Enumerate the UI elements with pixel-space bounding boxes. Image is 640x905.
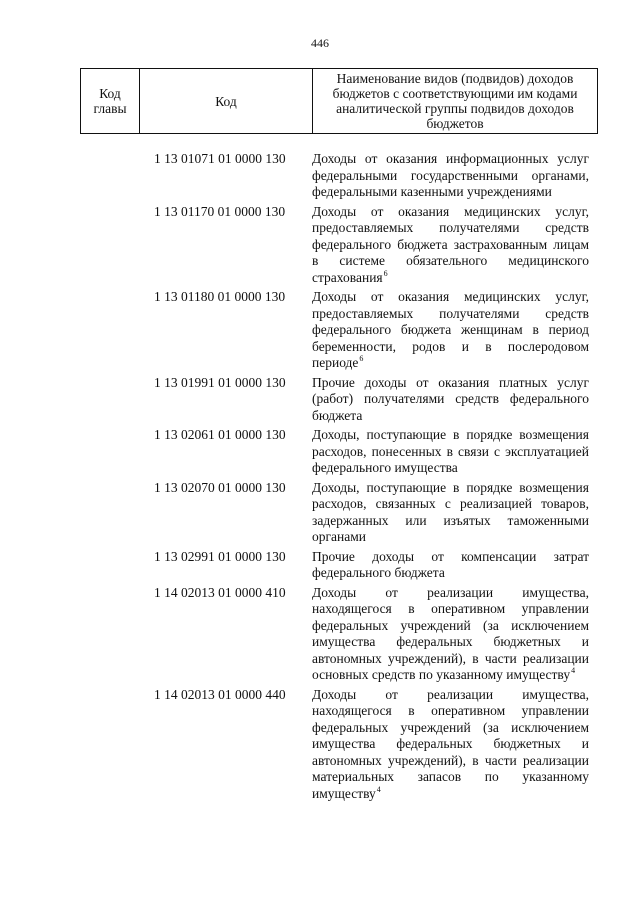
income-description — [312, 151, 589, 201]
income-description — [312, 549, 589, 582]
income-description-text: Доходы от оказания информационных услуг федеральными государственными органами, федеральными казенными учреждениями — [312, 151, 589, 199]
income-description — [312, 375, 589, 425]
income-description-text: Доходы, поступающие в порядке возмещения расходов, понесенных в связи с эксплуатацией федерального имущества — [312, 427, 589, 475]
income-code: 1 13 02061 01 0000 130 — [154, 427, 286, 442]
income-description-text: Доходы от оказания медицинских услуг, предоставляемых получателями средств федерального бюджета женщинам в период беременности, родов и в послеродовом периоде — [312, 289, 589, 370]
table-header — [80, 68, 598, 134]
income-code: 1 14 02013 01 0000 410 — [154, 584, 286, 600]
table-row — [0, 204, 640, 287]
header-chapter-code: Код главы — [81, 69, 140, 134]
income-description — [312, 427, 589, 477]
table-row — [0, 480, 640, 546]
income-code: 1 13 01071 01 0000 130 — [154, 151, 286, 166]
income-description-text: Доходы от реализации имущества, находящегося в оперативном управлении федеральных учреждений (за исключением имущества федеральных бюджетных и автономных учреждений), в части реализации материальных запасов по указанному имуществу — [312, 686, 589, 801]
income-code: 1 13 01991 01 0000 130 — [154, 374, 286, 390]
income-description — [312, 204, 589, 287]
income-description-text: Доходы от реализации имущества, находящегося в оперативном управлении федеральных учреждений (за исключением имущества федеральных бюджетных и автономных учреждений), в части реализации основных средств по указанному имуществу — [312, 584, 589, 682]
footnote-ref: 6 — [383, 268, 388, 278]
income-description-text: Доходы, поступающие в порядке возмещения расходов, связанных с реализацией товаров, задержанных или изъятых таможенными органами — [312, 479, 589, 544]
income-code: 1 13 01180 01 0000 130 — [154, 289, 286, 304]
table-row — [0, 585, 640, 684]
footnote-ref: 4 — [376, 784, 381, 794]
income-description — [312, 585, 589, 684]
income-description — [312, 480, 589, 546]
income-description-text: Доходы от оказания медицинских услуг, предоставляемых получателями средств федерального бюджета застрахованным лицам в системе обязательного медицинского страхования — [312, 203, 589, 285]
table-row — [0, 151, 640, 201]
table-row — [0, 549, 640, 582]
income-code: 1 13 01170 01 0000 130 — [154, 203, 286, 219]
income-rows — [0, 151, 640, 805]
income-description — [312, 289, 589, 372]
page-number: 446 — [311, 36, 329, 50]
income-code: 1 14 02013 01 0000 440 — [154, 686, 286, 702]
income-code: 1 13 02070 01 0000 130 — [154, 479, 286, 495]
table-row — [0, 289, 640, 372]
header-income-name: Наименование видов (подвидов) доходов бюджетов с соответствующими им кодами аналитической группы подвидов доходов бюджетов — [313, 69, 598, 134]
income-code: 1 13 02991 01 0000 130 — [154, 548, 286, 564]
footnote-ref: 4 — [571, 666, 576, 675]
income-description-text: Прочие доходы от компенсации затрат федерального бюджета — [312, 548, 589, 580]
table-row — [0, 427, 640, 477]
table-row — [0, 375, 640, 425]
income-description-text: Прочие доходы от оказания платных услуг (работ) получателями средств федерального бюджета — [312, 374, 589, 423]
income-description — [312, 687, 589, 803]
table-row — [0, 687, 640, 803]
footnote-ref: 6 — [359, 354, 364, 363]
header-code: Код — [140, 69, 313, 134]
